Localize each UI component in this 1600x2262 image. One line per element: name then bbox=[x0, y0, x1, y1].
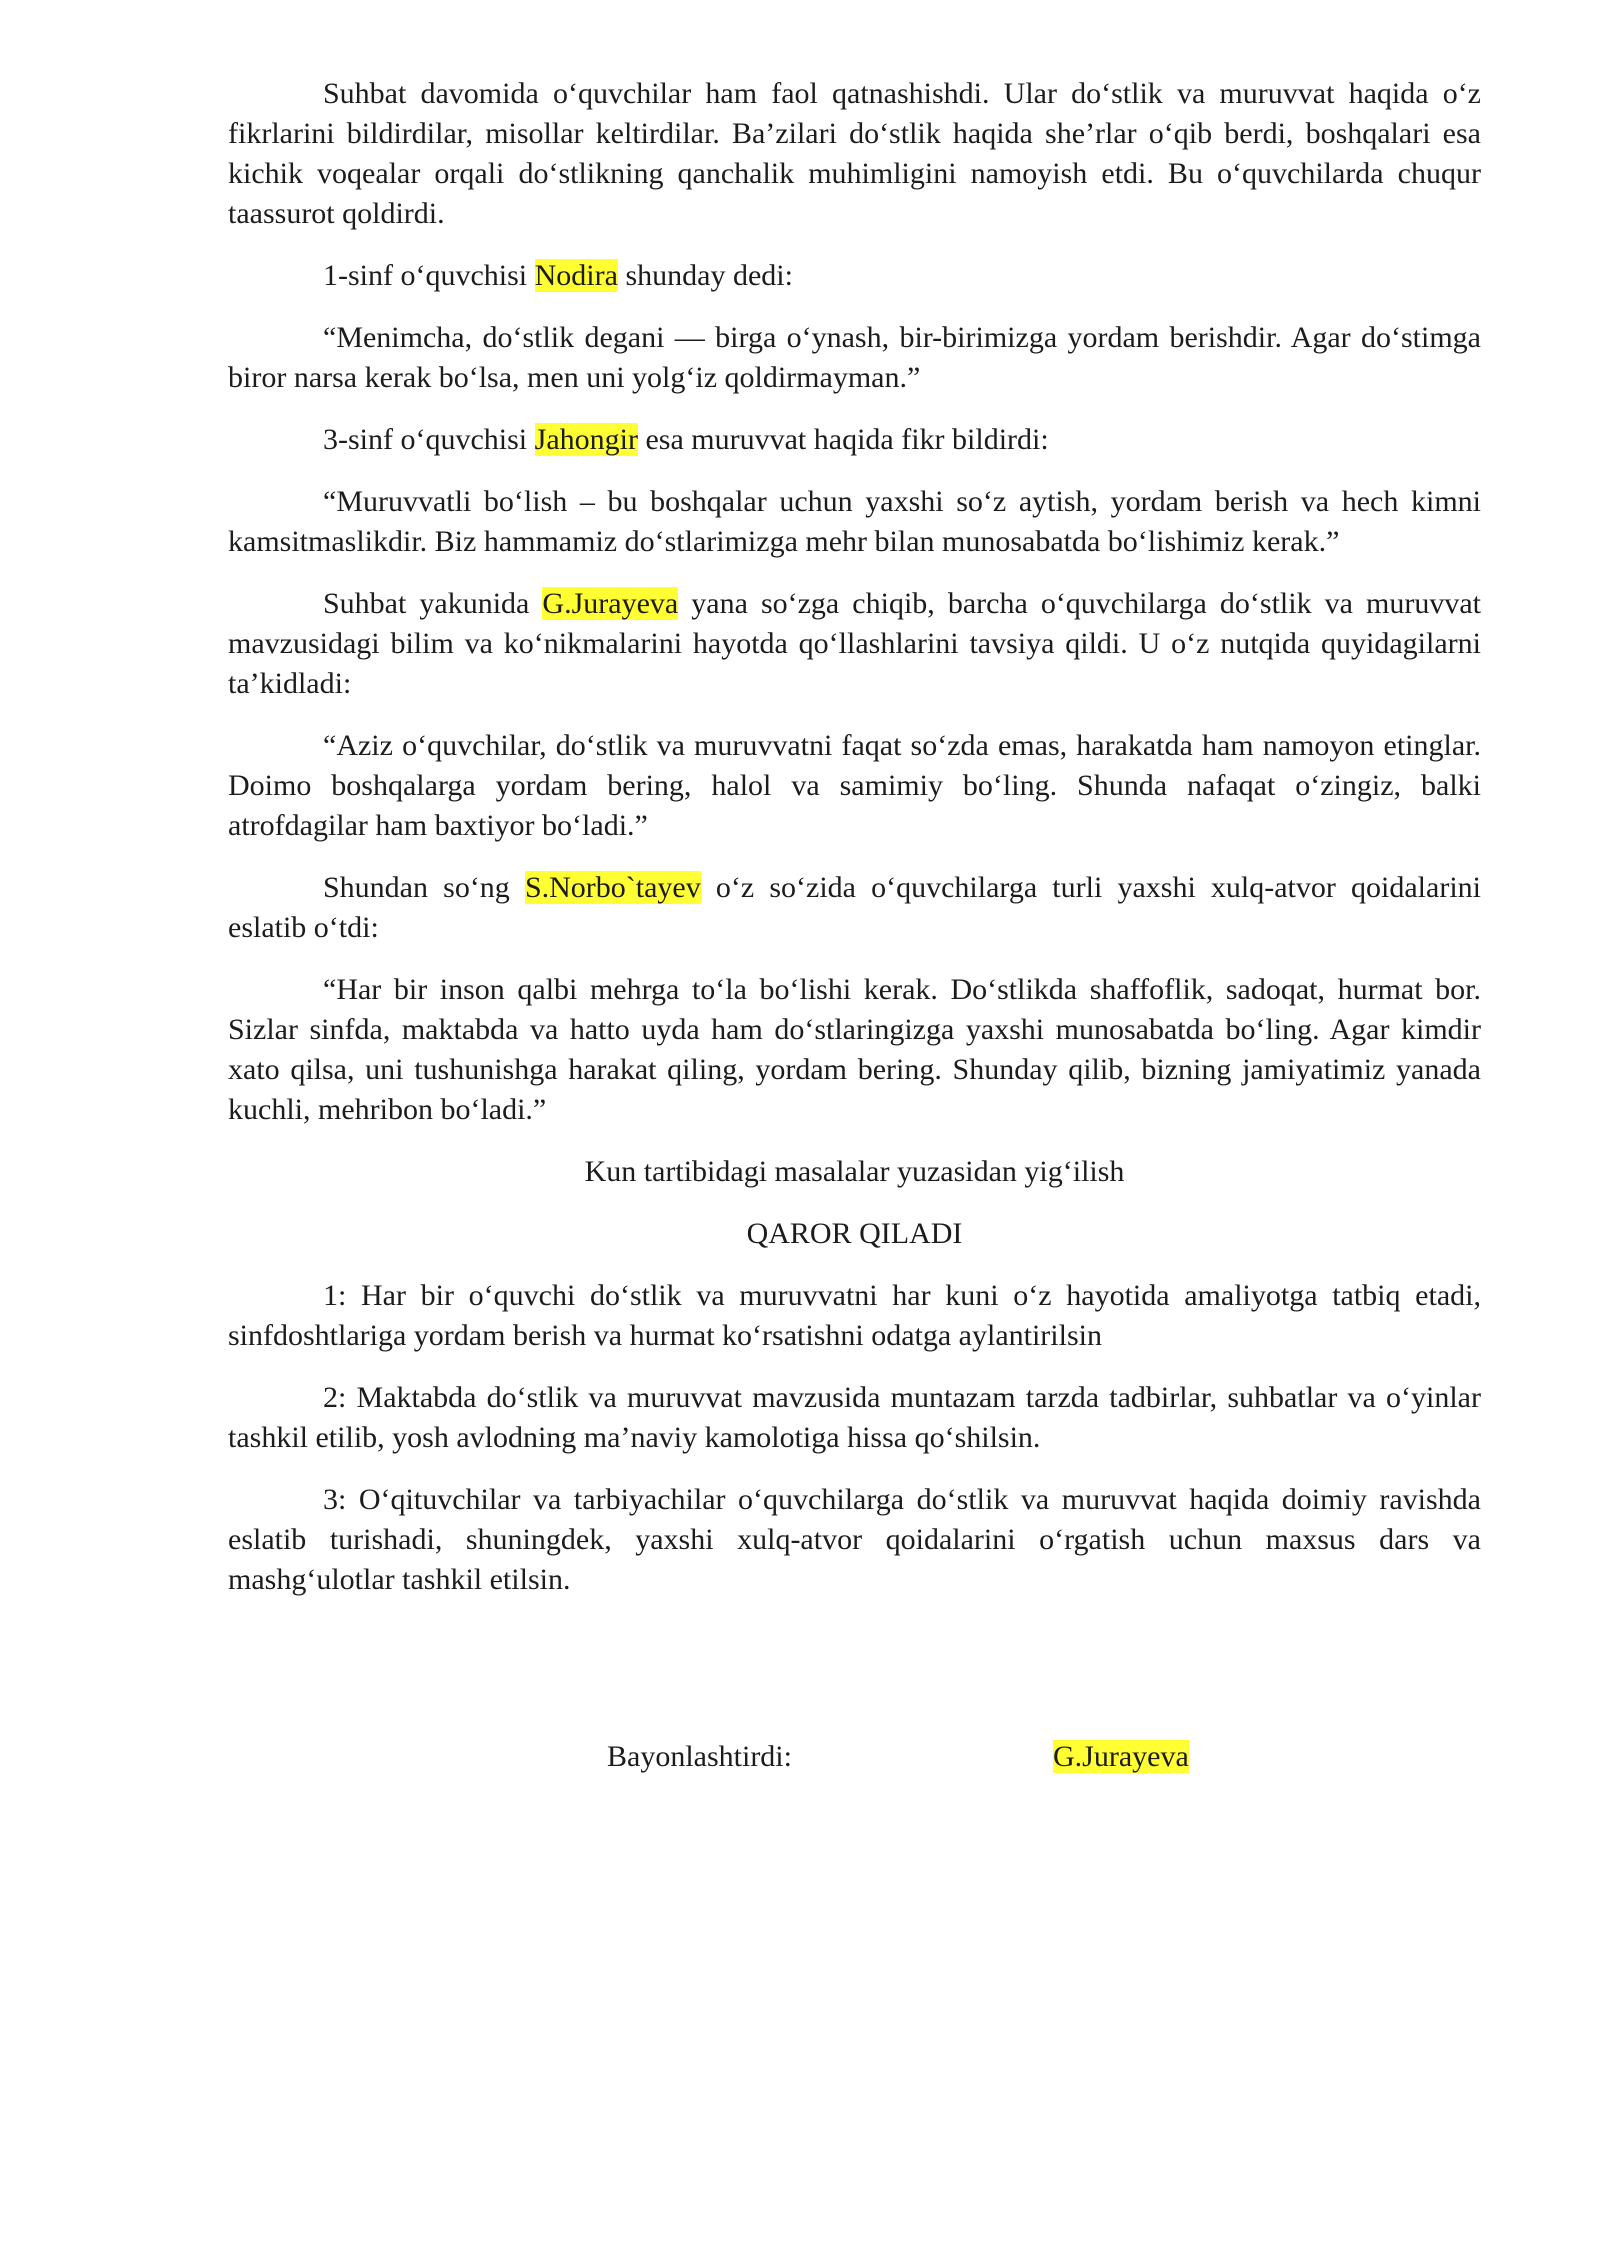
jahongir-after-text: esa muruvvat haqida fikr bildirdi: bbox=[637, 423, 1049, 456]
signature-name-highlight: G.Jurayeva bbox=[1053, 1740, 1189, 1773]
jahongir-quote: “Muruvvatli bo‘lish – bu boshqalar uchun yaxshi so‘z aytish, yordam berish va hech kimni kamsitmaslikdir. Biz hammamiz do‘stlarimizga mehr bilan munosabatda bo‘lishimiz kerak.” bbox=[228, 485, 1481, 558]
decision-heading: QAROR QILADI bbox=[746, 1217, 963, 1250]
jahongir-name-highlight: Jahongir bbox=[534, 423, 638, 456]
decision-item: 3: O‘qituvchilar va tarbiyachilar o‘quvchilarga do‘stlik va muruvvat haqida doimiy ravishda eslatib turishadi, shuningdek, yaxshi xulq-atvor qoidalarini o‘rgatish uchun maxsus dars va mashg‘ulotlar tashkil etilsin. bbox=[228, 1483, 1481, 1596]
decision-item: 2: Maktabda do‘stlik va muruvvat mavzusida muntazam tarzda tadbirlar, suhbatlar va o‘yinlar tashkil etilib, yosh avlodning ma’naviy kamolotiga hissa qo‘shilsin. bbox=[228, 1381, 1481, 1454]
norbotayev-before-text: Shundan so‘ng bbox=[323, 871, 525, 904]
jahongir-intro-paragraph bbox=[228, 420, 1481, 460]
jurayeva-name-highlight: G.Jurayeva bbox=[542, 587, 679, 620]
norbotayev-quote: “Har bir inson qalbi mehrga to‘la bo‘lishi kerak. Do‘stlikda shaffoflik, sadoqat, hurmat bor. Sizlar sinfda, maktabda va hatto uyda ham do‘stlaringizga yaxshi munosabatda bo‘ling. Agar kimdir xato qilsa, uni tushunishga harakat qiling, yordam bering. Shunday qilib, bizning jamiyatimiz yanada kuchli, mehribon bo‘ladi.” bbox=[228, 973, 1481, 1126]
document-body bbox=[228, 74, 1481, 1622]
nodira-name-highlight: Nodira bbox=[534, 259, 618, 292]
agenda-heading: Kun tartibidagi masalalar yuzasidan yig‘ilish bbox=[584, 1155, 1125, 1188]
nodira-intro-paragraph bbox=[228, 256, 1481, 296]
jurayeva-before-text: Suhbat yakunida bbox=[323, 587, 543, 620]
norbotayev-after-text: o‘z so‘zida o‘quvchilarga turli yaxshi xulq-atvor qoidalarini eslatib o‘tdi: bbox=[228, 871, 1481, 944]
norbotayev-intro-paragraph bbox=[228, 868, 1481, 948]
jahongir-before-text: 3-sinf o‘quvchisi bbox=[323, 423, 535, 456]
decision-item: 1: Har bir o‘quvchi do‘stlik va muruvvatni har kuni o‘z hayotida amaliyotga tatbiq etadi, sinfdoshtlariga yordam berish va hurmat ko‘rsatishni odatga aylantirilsin bbox=[228, 1279, 1481, 1352]
nodira-after-text: shunday dedi: bbox=[617, 259, 793, 292]
intro-paragraph: Suhbat davomida o‘quvchilar ham faol qatnashishdi. Ular do‘stlik va muruvvat haqida o‘z fikrlarini bildirdilar, misollar keltirdilar. Ba’zilari do‘stlik haqida she’rlar o‘qib berdi, boshqalari esa kichik voqealar orqali do‘stlikning qanchalik muhimligini namoyish etdi. Bu o‘quvchilarda chuqur taassurot qoldirdi. bbox=[228, 77, 1481, 230]
jurayeva-quote: “Aziz o‘quvchilar, do‘stlik va muruvvatni faqat so‘zda emas, harakatda ham namoyon etinglar. Doimo boshqalarga yordam bering, halol va samimiy bo‘ling. Shunda nafaqat o‘zingiz, balki atrofdagilar ham baxtiyor bo‘ladi.” bbox=[228, 729, 1481, 842]
jurayeva-after-text: yana so‘zga chiqib, barcha o‘quvchilarga do‘stlik va muruvvat mavzusidagi bilim va ko‘nikmalarini hayotda qo‘llashlarini tavsiya qildi. U o‘z nutqida quyidagilarni ta’kidladi: bbox=[228, 587, 1481, 700]
signature-label: Bayonlashtirdi: bbox=[607, 1740, 792, 1773]
nodira-before-text: 1-sinf o‘quvchisi bbox=[323, 259, 535, 292]
jurayeva-intro-paragraph bbox=[228, 584, 1481, 704]
nodira-quote: “Menimcha, do‘stlik degani — birga o‘ynash, bir-birimizga yordam berishdir. Agar do‘stimga biror narsa kerak bo‘lsa, men uni yolg‘iz qoldirmayman.” bbox=[228, 321, 1481, 394]
signature-name bbox=[1053, 1737, 1189, 1777]
norbotayev-name-highlight: S.Norbo`tayev bbox=[524, 871, 701, 904]
